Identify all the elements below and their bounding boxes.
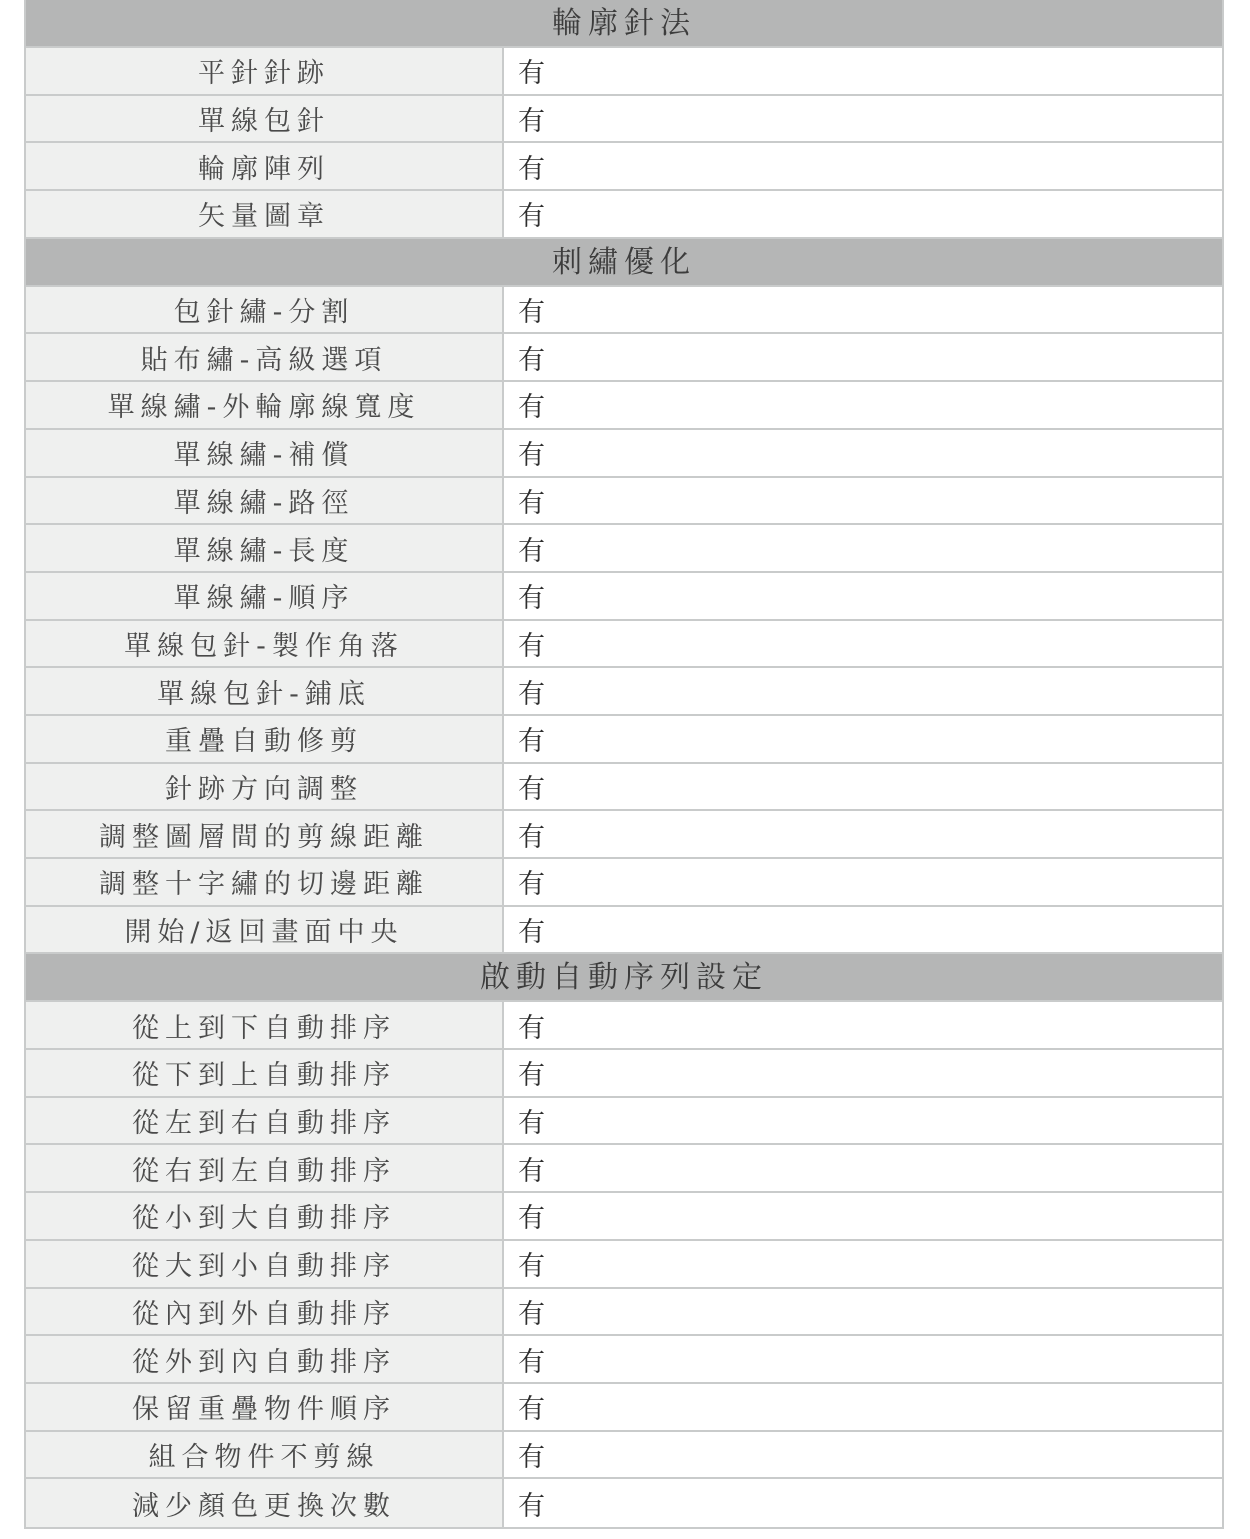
section-header: 啟動自動序列設定 <box>26 954 1222 1002</box>
feature-name-cell: 單線包針-鋪底 <box>26 668 504 714</box>
section-header: 刺繡優化 <box>26 239 1222 287</box>
feature-name-cell: 減少顏色更換次數 <box>26 1479 504 1527</box>
table-row <box>26 907 1222 955</box>
feature-availability-cell: 有 <box>504 573 1222 619</box>
feature-availability-cell: 有 <box>504 96 1222 142</box>
feature-name-cell: 從內到外自動排序 <box>26 1289 504 1335</box>
feature-availability-cell: 有 <box>504 1336 1222 1382</box>
table-row <box>26 478 1222 526</box>
feature-availability-cell: 有 <box>504 334 1222 380</box>
table-row <box>26 668 1222 716</box>
feature-name-cell: 單線包針-製作角落 <box>26 621 504 667</box>
feature-availability-cell: 有 <box>504 191 1222 237</box>
table-row <box>26 1336 1222 1384</box>
table-row <box>26 1384 1222 1432</box>
table-row <box>26 191 1222 239</box>
feature-name-cell: 貼布繡-高級選項 <box>26 334 504 380</box>
table-row <box>26 382 1222 430</box>
table-row <box>26 96 1222 144</box>
feature-name-cell: 組合物件不剪線 <box>26 1432 504 1478</box>
feature-availability-cell: 有 <box>504 525 1222 571</box>
feature-availability-cell: 有 <box>504 287 1222 333</box>
table-row <box>26 48 1222 96</box>
feature-name-cell: 保留重疊物件順序 <box>26 1384 504 1430</box>
feature-availability-cell: 有 <box>504 430 1222 476</box>
feature-availability-cell: 有 <box>504 811 1222 857</box>
feature-availability-cell: 有 <box>504 1432 1222 1478</box>
feature-name-cell: 矢量圖章 <box>26 191 504 237</box>
feature-availability-cell: 有 <box>504 1479 1222 1527</box>
feature-availability-cell: 有 <box>504 1241 1222 1287</box>
table-row <box>26 1098 1222 1146</box>
feature-availability-cell: 有 <box>504 382 1222 428</box>
table-row <box>26 859 1222 907</box>
table-row <box>26 1145 1222 1193</box>
feature-availability-cell: 有 <box>504 716 1222 762</box>
feature-name-cell: 包針繡-分割 <box>26 287 504 333</box>
feature-availability-cell: 有 <box>504 764 1222 810</box>
section-header: 輪廓針法 <box>26 0 1222 48</box>
feature-name-cell: 從下到上自動排序 <box>26 1050 504 1096</box>
table-row <box>26 430 1222 478</box>
feature-name-cell: 單線繡-長度 <box>26 525 504 571</box>
feature-availability-cell: 有 <box>504 621 1222 667</box>
feature-name-cell: 從上到下自動排序 <box>26 1002 504 1048</box>
feature-name-cell: 從左到右自動排序 <box>26 1098 504 1144</box>
table-row <box>26 143 1222 191</box>
feature-availability-cell: 有 <box>504 143 1222 189</box>
table-row <box>26 334 1222 382</box>
feature-name-cell: 單線繡-路徑 <box>26 478 504 524</box>
feature-name-cell: 單線包針 <box>26 96 504 142</box>
table-row <box>26 525 1222 573</box>
feature-name-cell: 重疊自動修剪 <box>26 716 504 762</box>
feature-name-cell: 從外到內自動排序 <box>26 1336 504 1382</box>
table-row <box>26 1289 1222 1337</box>
feature-availability-cell: 有 <box>504 1384 1222 1430</box>
feature-table <box>24 0 1224 1529</box>
feature-availability-cell: 有 <box>504 1098 1222 1144</box>
feature-name-cell: 從大到小自動排序 <box>26 1241 504 1287</box>
feature-availability-cell: 有 <box>504 907 1222 953</box>
feature-availability-cell: 有 <box>504 1002 1222 1048</box>
table-row <box>26 1241 1222 1289</box>
feature-availability-cell: 有 <box>504 1145 1222 1191</box>
table-row <box>26 811 1222 859</box>
table-row <box>26 1432 1222 1480</box>
feature-availability-cell: 有 <box>504 668 1222 714</box>
feature-name-cell: 單線繡-外輪廓線寬度 <box>26 382 504 428</box>
feature-name-cell: 平針針跡 <box>26 48 504 94</box>
feature-availability-cell: 有 <box>504 1193 1222 1239</box>
feature-availability-cell: 有 <box>504 1289 1222 1335</box>
feature-availability-cell: 有 <box>504 859 1222 905</box>
table-row <box>26 1002 1222 1050</box>
feature-name-cell: 從小到大自動排序 <box>26 1193 504 1239</box>
table-row <box>26 1479 1222 1527</box>
feature-name-cell: 輪廓陣列 <box>26 143 504 189</box>
feature-name-cell: 針跡方向調整 <box>26 764 504 810</box>
feature-name-cell: 調整十字繡的切邊距離 <box>26 859 504 905</box>
feature-name-cell: 開始/返回畫面中央 <box>26 907 504 953</box>
table-row <box>26 764 1222 812</box>
table-row <box>26 1050 1222 1098</box>
feature-name-cell: 調整圖層間的剪線距離 <box>26 811 504 857</box>
feature-name-cell: 從右到左自動排序 <box>26 1145 504 1191</box>
feature-name-cell: 單線繡-順序 <box>26 573 504 619</box>
table-row <box>26 621 1222 669</box>
table-row <box>26 1193 1222 1241</box>
feature-availability-cell: 有 <box>504 48 1222 94</box>
feature-name-cell: 單線繡-補償 <box>26 430 504 476</box>
table-row <box>26 716 1222 764</box>
feature-availability-cell: 有 <box>504 478 1222 524</box>
feature-availability-cell: 有 <box>504 1050 1222 1096</box>
table-row <box>26 573 1222 621</box>
table-row <box>26 287 1222 335</box>
